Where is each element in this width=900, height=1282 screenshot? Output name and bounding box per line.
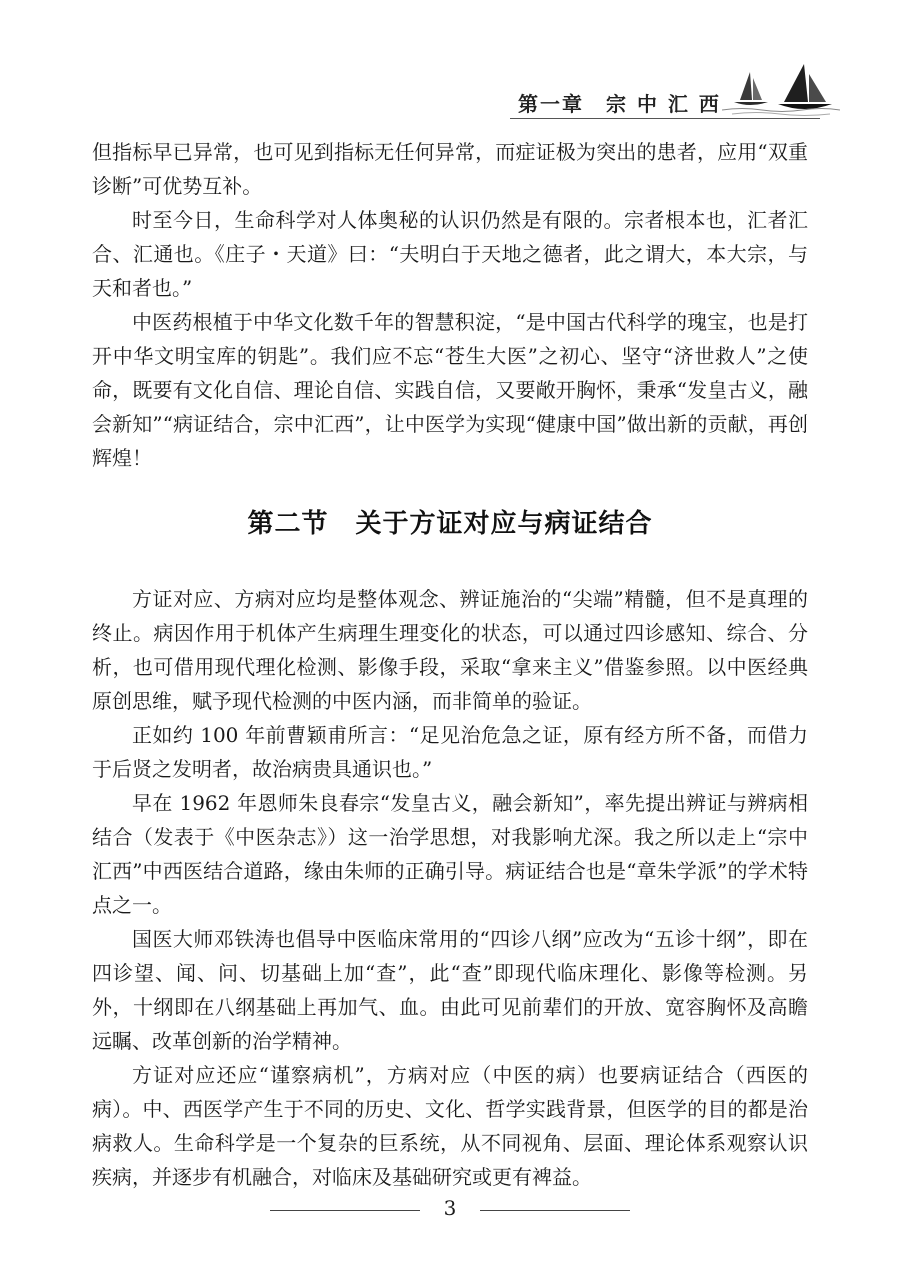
paragraph: 早在 1962 年恩师朱良春宗“发皇古义，融会新知”，率先提出辨证与辨病相结合（发表于《中医杂志》）这一治学思想，对我影响尤深。我之所以走上“宗中汇西”中西医结合道路，缘由朱师的正确引导。病证结合也是“章朱学派”的学术特点之一。 — [92, 791, 808, 917]
page-number: 3 — [443, 1196, 457, 1220]
paragraph: 方证对应还应“谨察病机”，方病对应（中医的病）也要病证结合（西医的病）。中、西医学产生于不同的历史、文化、哲学实践背景，但医学的目的都是治病救人。生命科学是一个复杂的巨系统，从不同视角、层面、理论体系观察认识疾病，并逐步有机融合，对临床及基础研究或更有裨益。 — [92, 1063, 808, 1189]
paragraph: 中医药根植于中华文化数千年的智慧积淀，“是中国古代科学的瑰宝，也是打开中华文明宝库的钥匙”。我们应不忘“苍生大医”之初心、坚守“济世救人”之使命，既要有文化自信、理论自信、实践自信，又要敞开胸怀，秉承“发皇古义，融会新知”“病证结合，宗中汇西”，让中医学为实现“健康中国”做出新的贡献，再创辉煌！ — [92, 310, 808, 470]
paragraph: 正如约 100 年前曹颖甫所言：“足见治危急之证，原有经方所不备，而借力于后贤之发明者，故治病贵具通识也。” — [92, 723, 808, 781]
paragraph: 方证对应、方病对应均是整体观念、辨证施治的“尖端”精髓，但不是真理的终止。病因作用于机体产生病理生理变化的状态，可以通过四诊感知、综合、分析，也可借用现代理化检测、影像手段，采取“拿来主义”借鉴参照。以中医经典原创思维，赋予现代检测的中医内涵，而非简单的验证。 — [92, 587, 808, 713]
running-header — [510, 58, 840, 118]
section-heading: 第二节 关于方证对应与病证结合 — [247, 509, 653, 539]
section-text — [92, 582, 808, 1194]
page-footer — [260, 1196, 640, 1226]
paragraph: 但指标早已异常，也可见到指标无任何异常，而症证极为突出的患者，应用“双重诊断”可优势互补。 — [92, 140, 808, 198]
header-divider — [510, 118, 820, 119]
chapter-title: 第一章 宗 中 汇 西 — [518, 92, 721, 116]
sailboat-icon — [722, 58, 840, 116]
paragraph: 时至今日，生命科学对人体奥秘的认识仍然是有限的。宗者根本也，汇者汇合、汇通也。《庄子・天道》曰：“夫明白于天地之德者，此之谓大，本大宗，与天和者也。” — [92, 208, 808, 300]
footer-rule-right — [480, 1210, 630, 1211]
intro-text — [92, 135, 808, 475]
paragraph: 国医大师邓铁涛也倡导中医临床常用的“四诊八纲”应改为“五诊十纲”，即在四诊望、闻、问、切基础上加“查”，此“查”即现代临床理化、影像等检测。另外，十纲即在八纲基础上再加气、血。由此可见前辈们的开放、宽容胸怀及高瞻远瞩、改革创新的治学精神。 — [92, 927, 808, 1053]
